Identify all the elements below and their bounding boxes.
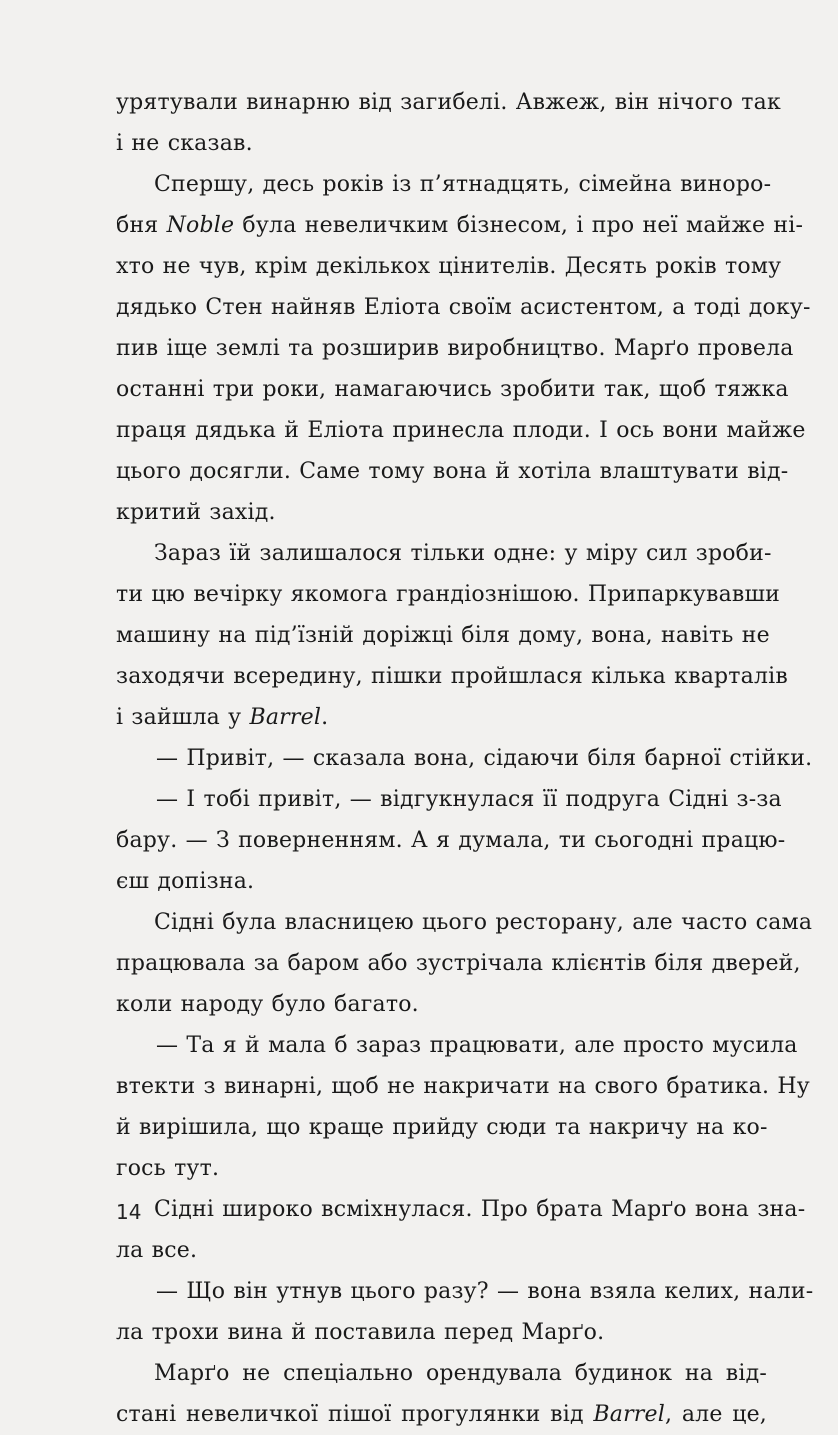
text-line: останні три роки, намагаючись зробити так, щоб тяжка (116, 377, 789, 402)
text-line: стані невеличкої пішої прогулянки від Barrel, але це, (116, 1402, 767, 1427)
text-line: Сідні широко всміхнулася. Про брата Марґо вона зна- (154, 1197, 806, 1222)
text-line: гось тут. (116, 1156, 220, 1181)
text-line: праця дядька й Еліота принесла плоди. І ось вони майже (116, 418, 806, 443)
text-line: і не сказав. (116, 131, 253, 156)
text-line: критий захід. (116, 500, 276, 525)
text-line: заходячи всередину, пішки пройшлася кілька кварталів (116, 664, 788, 689)
text-line: бару. — З поверненням. А я думала, ти сьогодні працю- (116, 828, 786, 853)
body-text (116, 82, 814, 1435)
text-line: — Привіт, — сказала вона, сідаючи біля барної стійки. (156, 746, 813, 771)
text-line: втекти з винарні, щоб не накричати на свого братика. Ну (116, 1074, 810, 1099)
text-line: дядько Стен найняв Еліота своїм асистентом, а тоді доку- (116, 295, 811, 320)
text-line: працювала за баром або зустрічала клієнтів біля дверей, (116, 951, 801, 976)
text-line: Марґо не спеціально орендувала будинок на від- (154, 1361, 767, 1386)
text-line: Сідні була власницею цього ресторану, але часто сама (154, 910, 813, 935)
text-line: — І тобі привіт, — відгукнулася її подруга Сідні з-за (156, 787, 782, 812)
text-line: ла все. (116, 1238, 198, 1263)
text-line: й вирішила, що краще прийду сюди та накричу на ко- (116, 1115, 768, 1140)
text-line: — Та я й мала б зараз працювати, але просто мусила (156, 1033, 798, 1058)
text-line: ла трохи вина й поставила перед Марґо. (116, 1320, 605, 1345)
text-line: урятували винарню від загибелі. Авжеж, він нічого так (116, 90, 781, 115)
text-line: цього досягли. Саме тому вона й хотіла влаштувати від- (116, 459, 789, 484)
text-line: бня Noble була невеличким бізнесом, і про неї майже ні- (116, 213, 804, 238)
text-line: пив іще землі та розширив виробництво. Марґо провела (116, 336, 794, 361)
text-line: — Що він утнув цього разу? — вона взяла келих, нали- (156, 1279, 814, 1304)
text-line: ти цю вечірку якомога грандіознішою. Припаркувавши (116, 582, 780, 607)
text-line: коли народу було багато. (116, 992, 419, 1017)
page-number: 14 (116, 1200, 142, 1224)
text-line: Спершу, десь років із п’ятнадцять, сімейна виноро- (154, 172, 772, 197)
text-line: машину на під’їзній доріжці біля дому, вона, навіть не (116, 623, 770, 648)
text-line: і зайшла у Barrel. (116, 705, 329, 730)
text-line: єш допізна. (116, 869, 255, 894)
text-line: Зараз їй залишалося тільки одне: у міру сил зроби- (154, 541, 772, 566)
text-line: хто не чув, крім декількох цінителів. Десять років тому (116, 254, 782, 279)
